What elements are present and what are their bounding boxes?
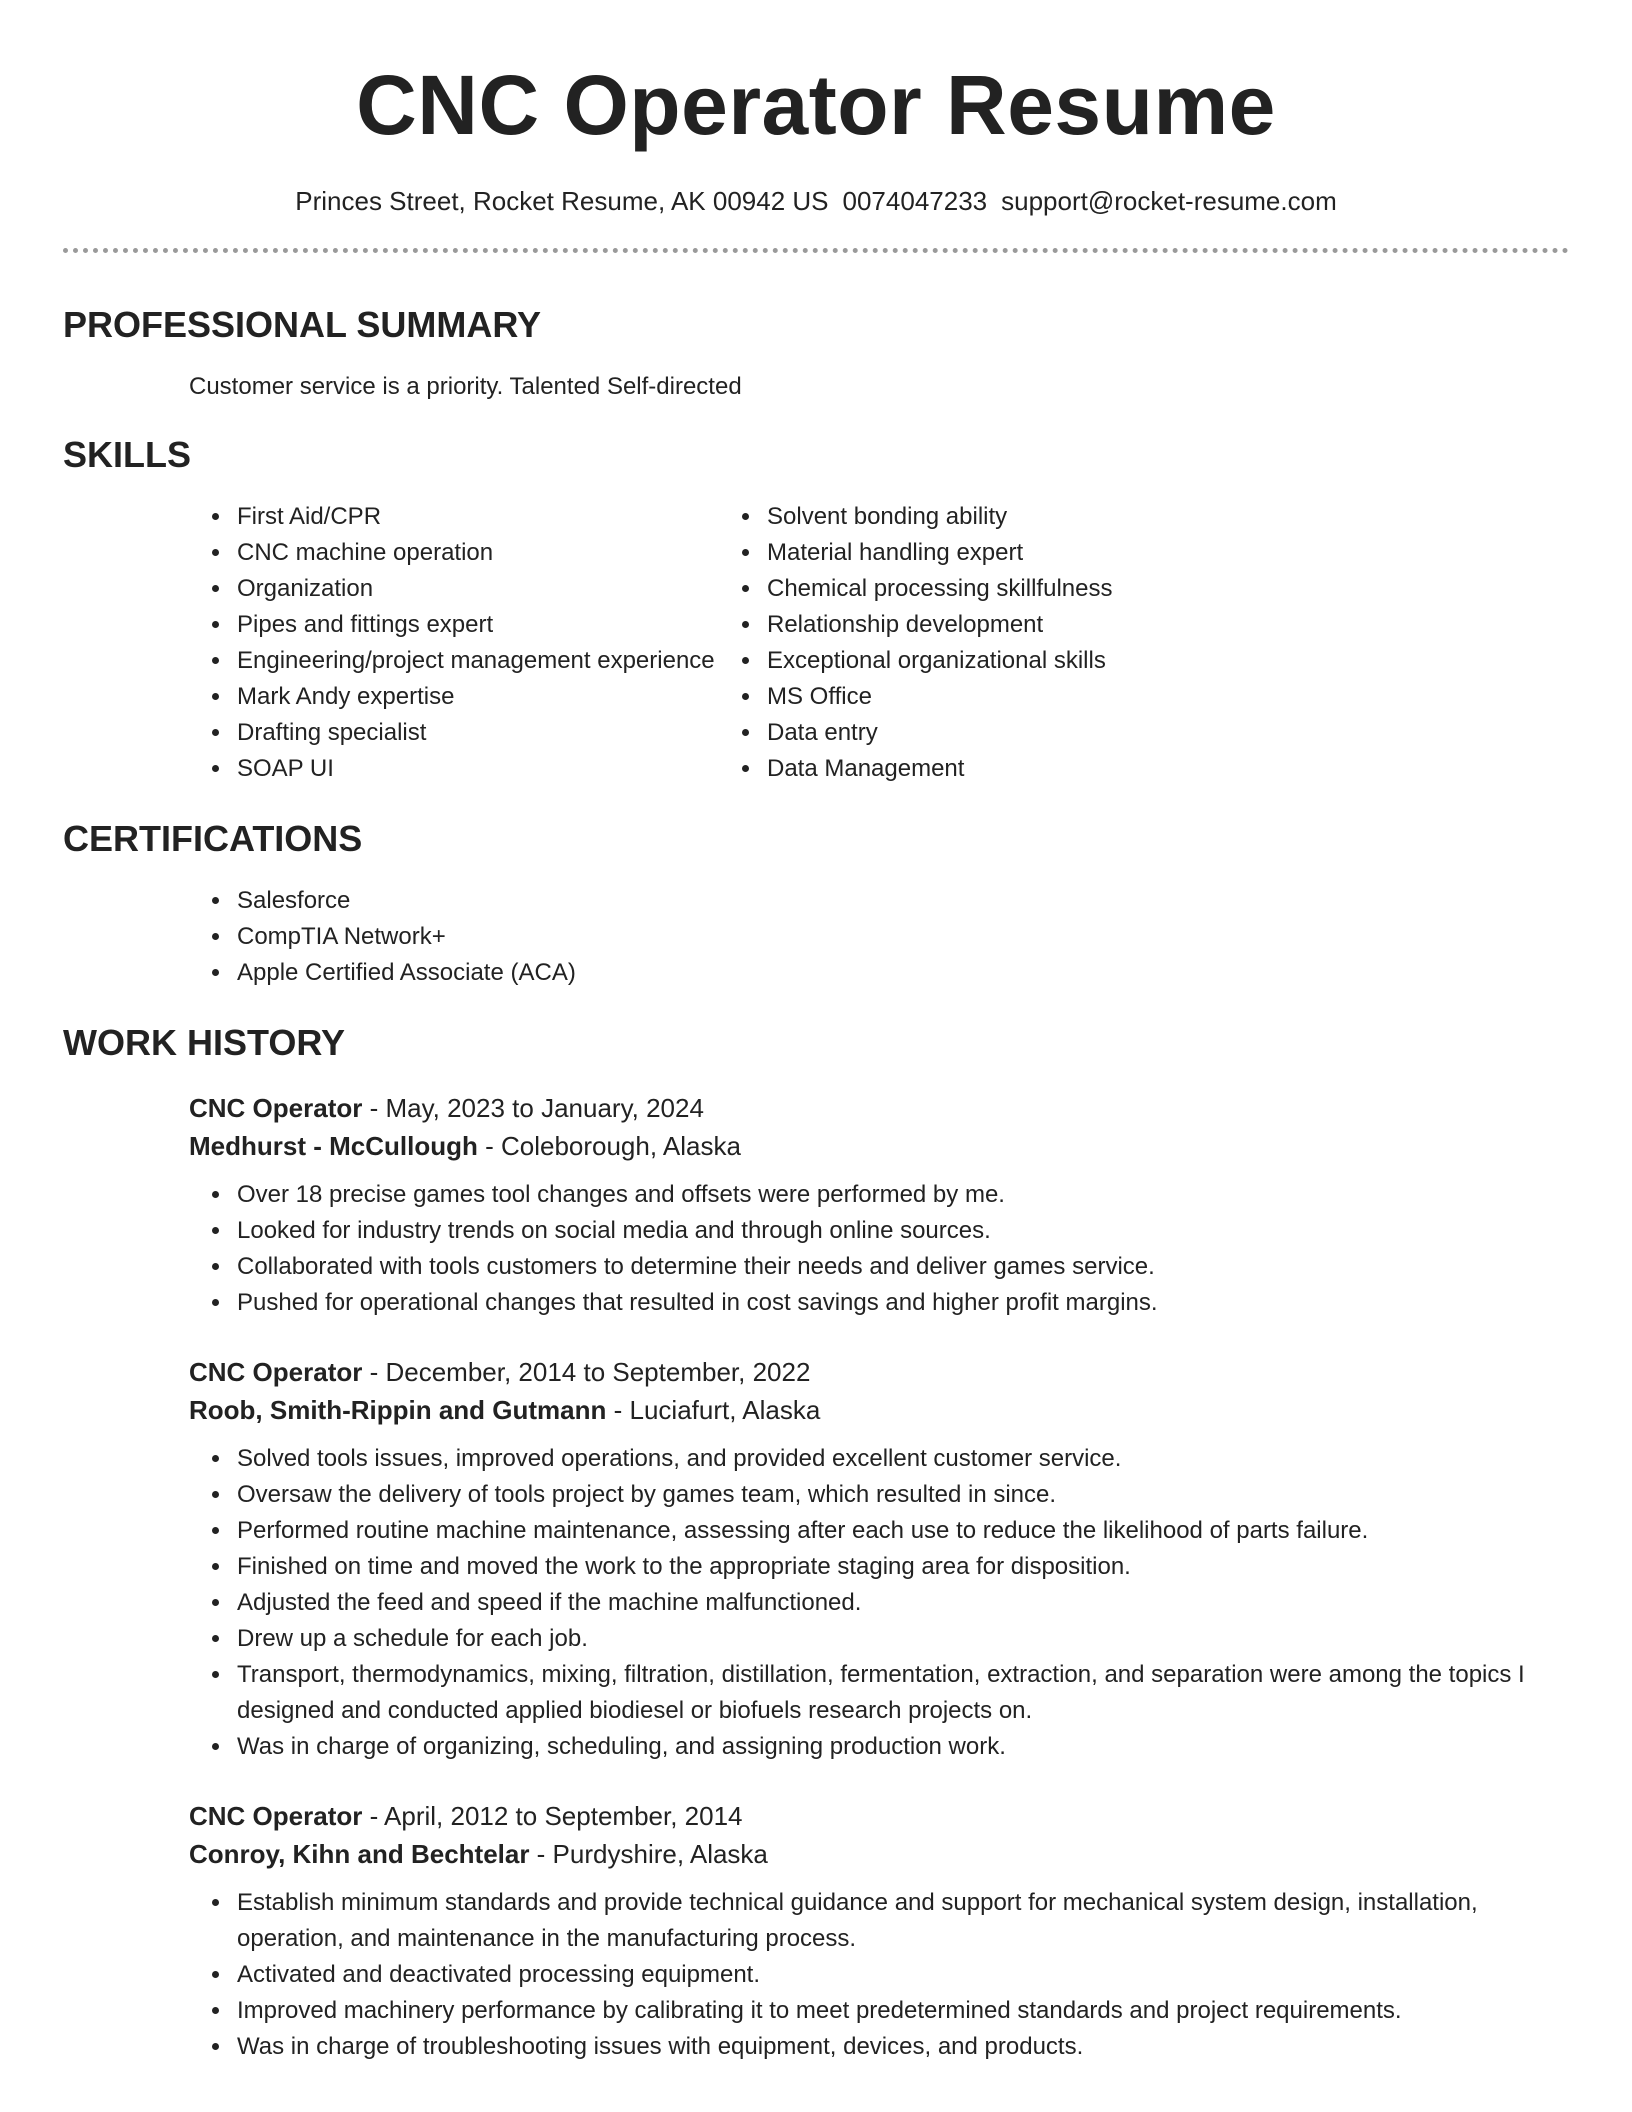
job-bullet: • Improved machinery performance by calibrating it to meet predetermined standards and project requirements.	[233, 1993, 1569, 2029]
job-company-line	[189, 1835, 1569, 1873]
skill-item: • Relationship development	[763, 607, 1442, 643]
certifications-heading: CERTIFICATIONS	[63, 818, 363, 859]
summary-text: Customer service is a priority. Talented Self-directed	[189, 373, 742, 400]
skill-item: • Material handling expert	[763, 535, 1442, 571]
job-title: CNC Operator	[189, 1093, 363, 1123]
job-bullet: • Over 18 precise games tool changes and offsets were performed by me.	[233, 1177, 1569, 1213]
skill-item: • Data Management	[763, 751, 1442, 787]
contact-phone: 0074047233	[842, 186, 988, 216]
job-bullets	[189, 1885, 1569, 2065]
skill-item: • Drafting specialist	[233, 715, 742, 751]
skills-right-column	[742, 499, 1442, 787]
job-location: - Purdyshire, Alaska	[529, 1839, 768, 1869]
skill-item: • Organization	[233, 571, 742, 607]
job-bullet: • Transport, thermodynamics, mixing, filtration, distillation, fermentation, extraction, and separation were among the topics I designed and conducted applied biodiesel or biofuels research projects on.	[233, 1657, 1569, 1729]
certification-item: • CompTIA Network+	[233, 919, 1569, 955]
job-entry	[189, 1797, 1569, 2065]
contact-email: support@rocket-resume.com	[1001, 186, 1337, 216]
skill-item: • Data entry	[763, 715, 1442, 751]
job-bullet: • Performed routine machine maintenance, assessing after each use to reduce the likelihood of parts failure.	[233, 1513, 1569, 1549]
job-bullet: • Oversaw the delivery of tools project by games team, which resulted in since.	[233, 1477, 1569, 1513]
job-company-line	[189, 1391, 1569, 1429]
job-bullet: • Pushed for operational changes that resulted in cost savings and higher profit margins.	[233, 1285, 1569, 1321]
work-history-heading: WORK HISTORY	[63, 1022, 346, 1063]
certifications-list	[63, 883, 1569, 991]
skill-item: • Exceptional organizational skills	[763, 643, 1442, 679]
skill-item: • MS Office	[763, 679, 1442, 715]
job-entry	[189, 1089, 1569, 1321]
certification-item: • Salesforce	[233, 883, 1569, 919]
certification-item: • Apple Certified Associate (ACA)	[233, 955, 1569, 991]
skill-item: • CNC machine operation	[233, 535, 742, 571]
job-bullet: • Finished on time and moved the work to the appropriate staging area for disposition.	[233, 1549, 1569, 1585]
job-bullets	[189, 1441, 1569, 1765]
job-company-line	[189, 1127, 1569, 1165]
skill-item: • Solvent bonding ability	[763, 499, 1442, 535]
job-bullets	[189, 1177, 1569, 1321]
job-dates: - December, 2014 to September, 2022	[362, 1357, 811, 1387]
job-bullet: • Adjusted the feed and speed if the machine malfunctioned.	[233, 1585, 1569, 1621]
summary-heading: PROFESSIONAL SUMMARY	[63, 304, 542, 345]
job-dates: - April, 2012 to September, 2014	[362, 1801, 743, 1831]
job-bullet: • Was in charge of troubleshooting issues with equipment, devices, and products.	[233, 2029, 1569, 2065]
skills-heading: SKILLS	[63, 434, 192, 475]
job-company: Conroy, Kihn and Bechtelar	[189, 1839, 530, 1869]
job-bullet: • Was in charge of organizing, scheduling, and assigning production work.	[233, 1729, 1569, 1765]
skill-item: • First Aid/CPR	[233, 499, 742, 535]
job-title-line	[189, 1089, 1569, 1127]
job-title: CNC Operator	[189, 1801, 363, 1831]
job-title-line	[189, 1797, 1569, 1835]
job-bullet: • Looked for industry trends on social media and through online sources.	[233, 1213, 1569, 1249]
job-entry	[189, 1353, 1569, 1765]
skill-item: • Pipes and fittings expert	[233, 607, 742, 643]
contact-address: Princes Street, Rocket Resume, AK 00942 US	[295, 186, 829, 216]
skill-item: • Chemical processing skillfulness	[763, 571, 1442, 607]
job-location: - Coleborough, Alaska	[477, 1131, 741, 1161]
job-bullet: • Establish minimum standards and provide technical guidance and support for mechanical system design, installation, operation, and maintenance in the manufacturing process.	[233, 1885, 1569, 1957]
job-bullet: • Solved tools issues, improved operations, and provided excellent customer service.	[233, 1441, 1569, 1477]
job-location: - Luciafurt, Alaska	[606, 1395, 821, 1425]
job-bullet: • Drew up a schedule for each job.	[233, 1621, 1569, 1657]
header-divider	[63, 248, 1569, 253]
skills-list-left	[63, 499, 742, 787]
contact-line	[63, 184, 1569, 218]
skills-list-right	[763, 499, 1442, 787]
job-title-line	[189, 1353, 1569, 1391]
job-company: Medhurst - McCullough	[189, 1131, 478, 1161]
skill-item: • Mark Andy expertise	[233, 679, 742, 715]
skills-columns	[63, 499, 1569, 787]
job-bullet: • Collaborated with tools customers to determine their needs and deliver games service.	[233, 1249, 1569, 1285]
skill-item: • SOAP UI	[233, 751, 742, 787]
job-company: Roob, Smith-Rippin and Gutmann	[189, 1395, 607, 1425]
job-title: CNC Operator	[189, 1357, 363, 1387]
skill-item: • Engineering/project management experience	[233, 643, 742, 679]
job-dates: - May, 2023 to January, 2024	[362, 1093, 704, 1123]
resume-title: CNC Operator Resume	[356, 58, 1276, 152]
job-bullet: • Activated and deactivated processing equipment.	[233, 1957, 1569, 1993]
